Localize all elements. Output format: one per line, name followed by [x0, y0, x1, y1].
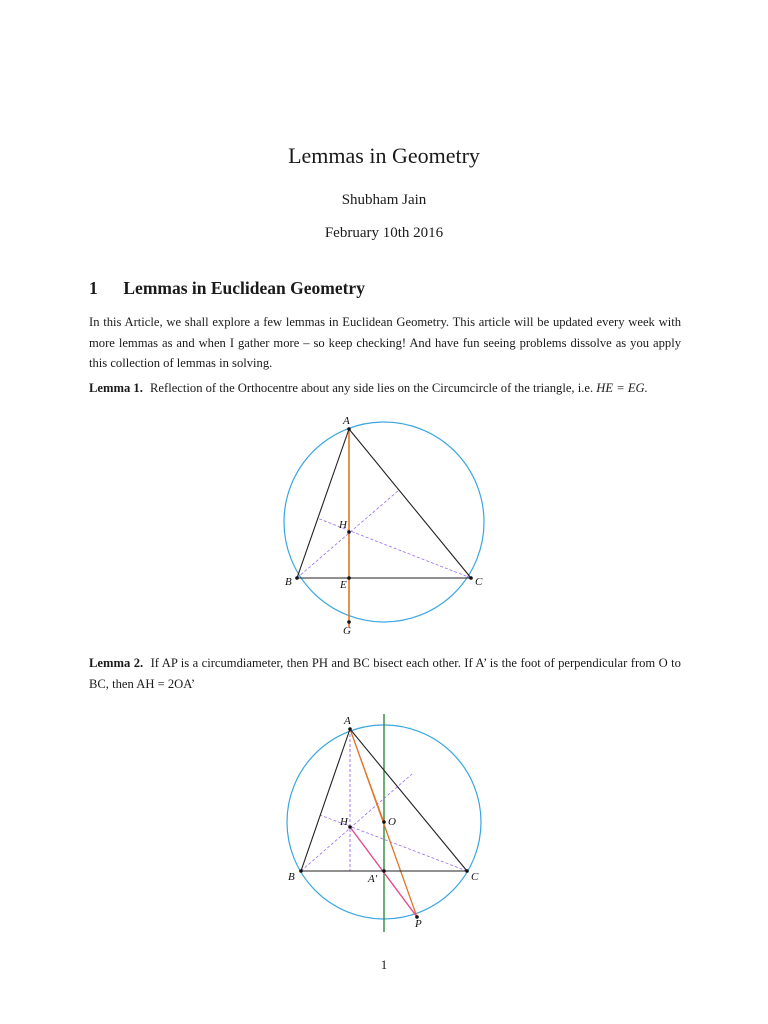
section-title: Lemmas in Euclidean Geometry: [123, 278, 365, 298]
label-C: C: [475, 576, 483, 588]
point-H: [347, 530, 351, 534]
section-heading: [89, 278, 365, 299]
lemma-1-figure: [270, 410, 500, 642]
label-A: A: [343, 415, 350, 427]
lemma-2-label: Lemma 2.: [89, 656, 144, 670]
triangle-ABC: [297, 429, 471, 578]
author-name: Shubham Jain: [341, 192, 427, 208]
point-A: [348, 727, 352, 731]
intro-paragraph: In this Article, we shall explore a few lemmas in Euclidean Geometry. This article will be updated every week with more lemmas as and when I gather more – so keep checking! And have fun seeing problems dissolve as you apply this collection of lemmas in solving.: [89, 315, 681, 370]
point-A: [347, 427, 351, 431]
label-A-prime: A′: [368, 873, 378, 885]
label-P: P: [415, 918, 422, 930]
label-H: H: [340, 816, 348, 828]
publication-date: February 10th 2016: [324, 225, 444, 241]
lemma-2-text: If AP is a circumdiameter, then PH and BC bisect each other. If A’ is the foot of perpendicular from O to BC, then AH = 2OA’: [89, 656, 681, 691]
lemma-1-text: Reflection of the Orthocentre about any side lies on the Circumcircle of the triangle, i.e.: [150, 381, 594, 395]
point-O: [382, 820, 386, 824]
lemma-1-label: Lemma 1.: [89, 381, 143, 395]
lemma-2-statement: [89, 653, 681, 694]
section-number: 1: [89, 278, 98, 298]
label-A: A: [344, 715, 351, 727]
lemma-1-statement: [89, 378, 681, 399]
point-G: [347, 620, 351, 624]
label-C: C: [471, 871, 479, 883]
point-B: [295, 576, 299, 580]
point-E: [347, 576, 351, 580]
label-G: G: [343, 625, 351, 637]
point-B: [299, 869, 303, 873]
lemma-1-math: HE = EG.: [596, 381, 648, 395]
label-O: O: [388, 816, 396, 828]
label-H: H: [339, 519, 347, 531]
lemma-2-figure: [270, 708, 500, 940]
point-C: [469, 576, 473, 580]
segment-AO: [350, 729, 384, 822]
label-B: B: [285, 576, 292, 588]
label-B: B: [288, 871, 295, 883]
point-C: [465, 869, 469, 873]
paper-title: Lemmas in Geometry: [288, 143, 480, 168]
circumcircle: [284, 422, 484, 622]
label-E: E: [340, 579, 347, 591]
point-A-prime: [382, 869, 386, 873]
page-number: 1: [380, 957, 388, 972]
point-H: [348, 825, 352, 829]
